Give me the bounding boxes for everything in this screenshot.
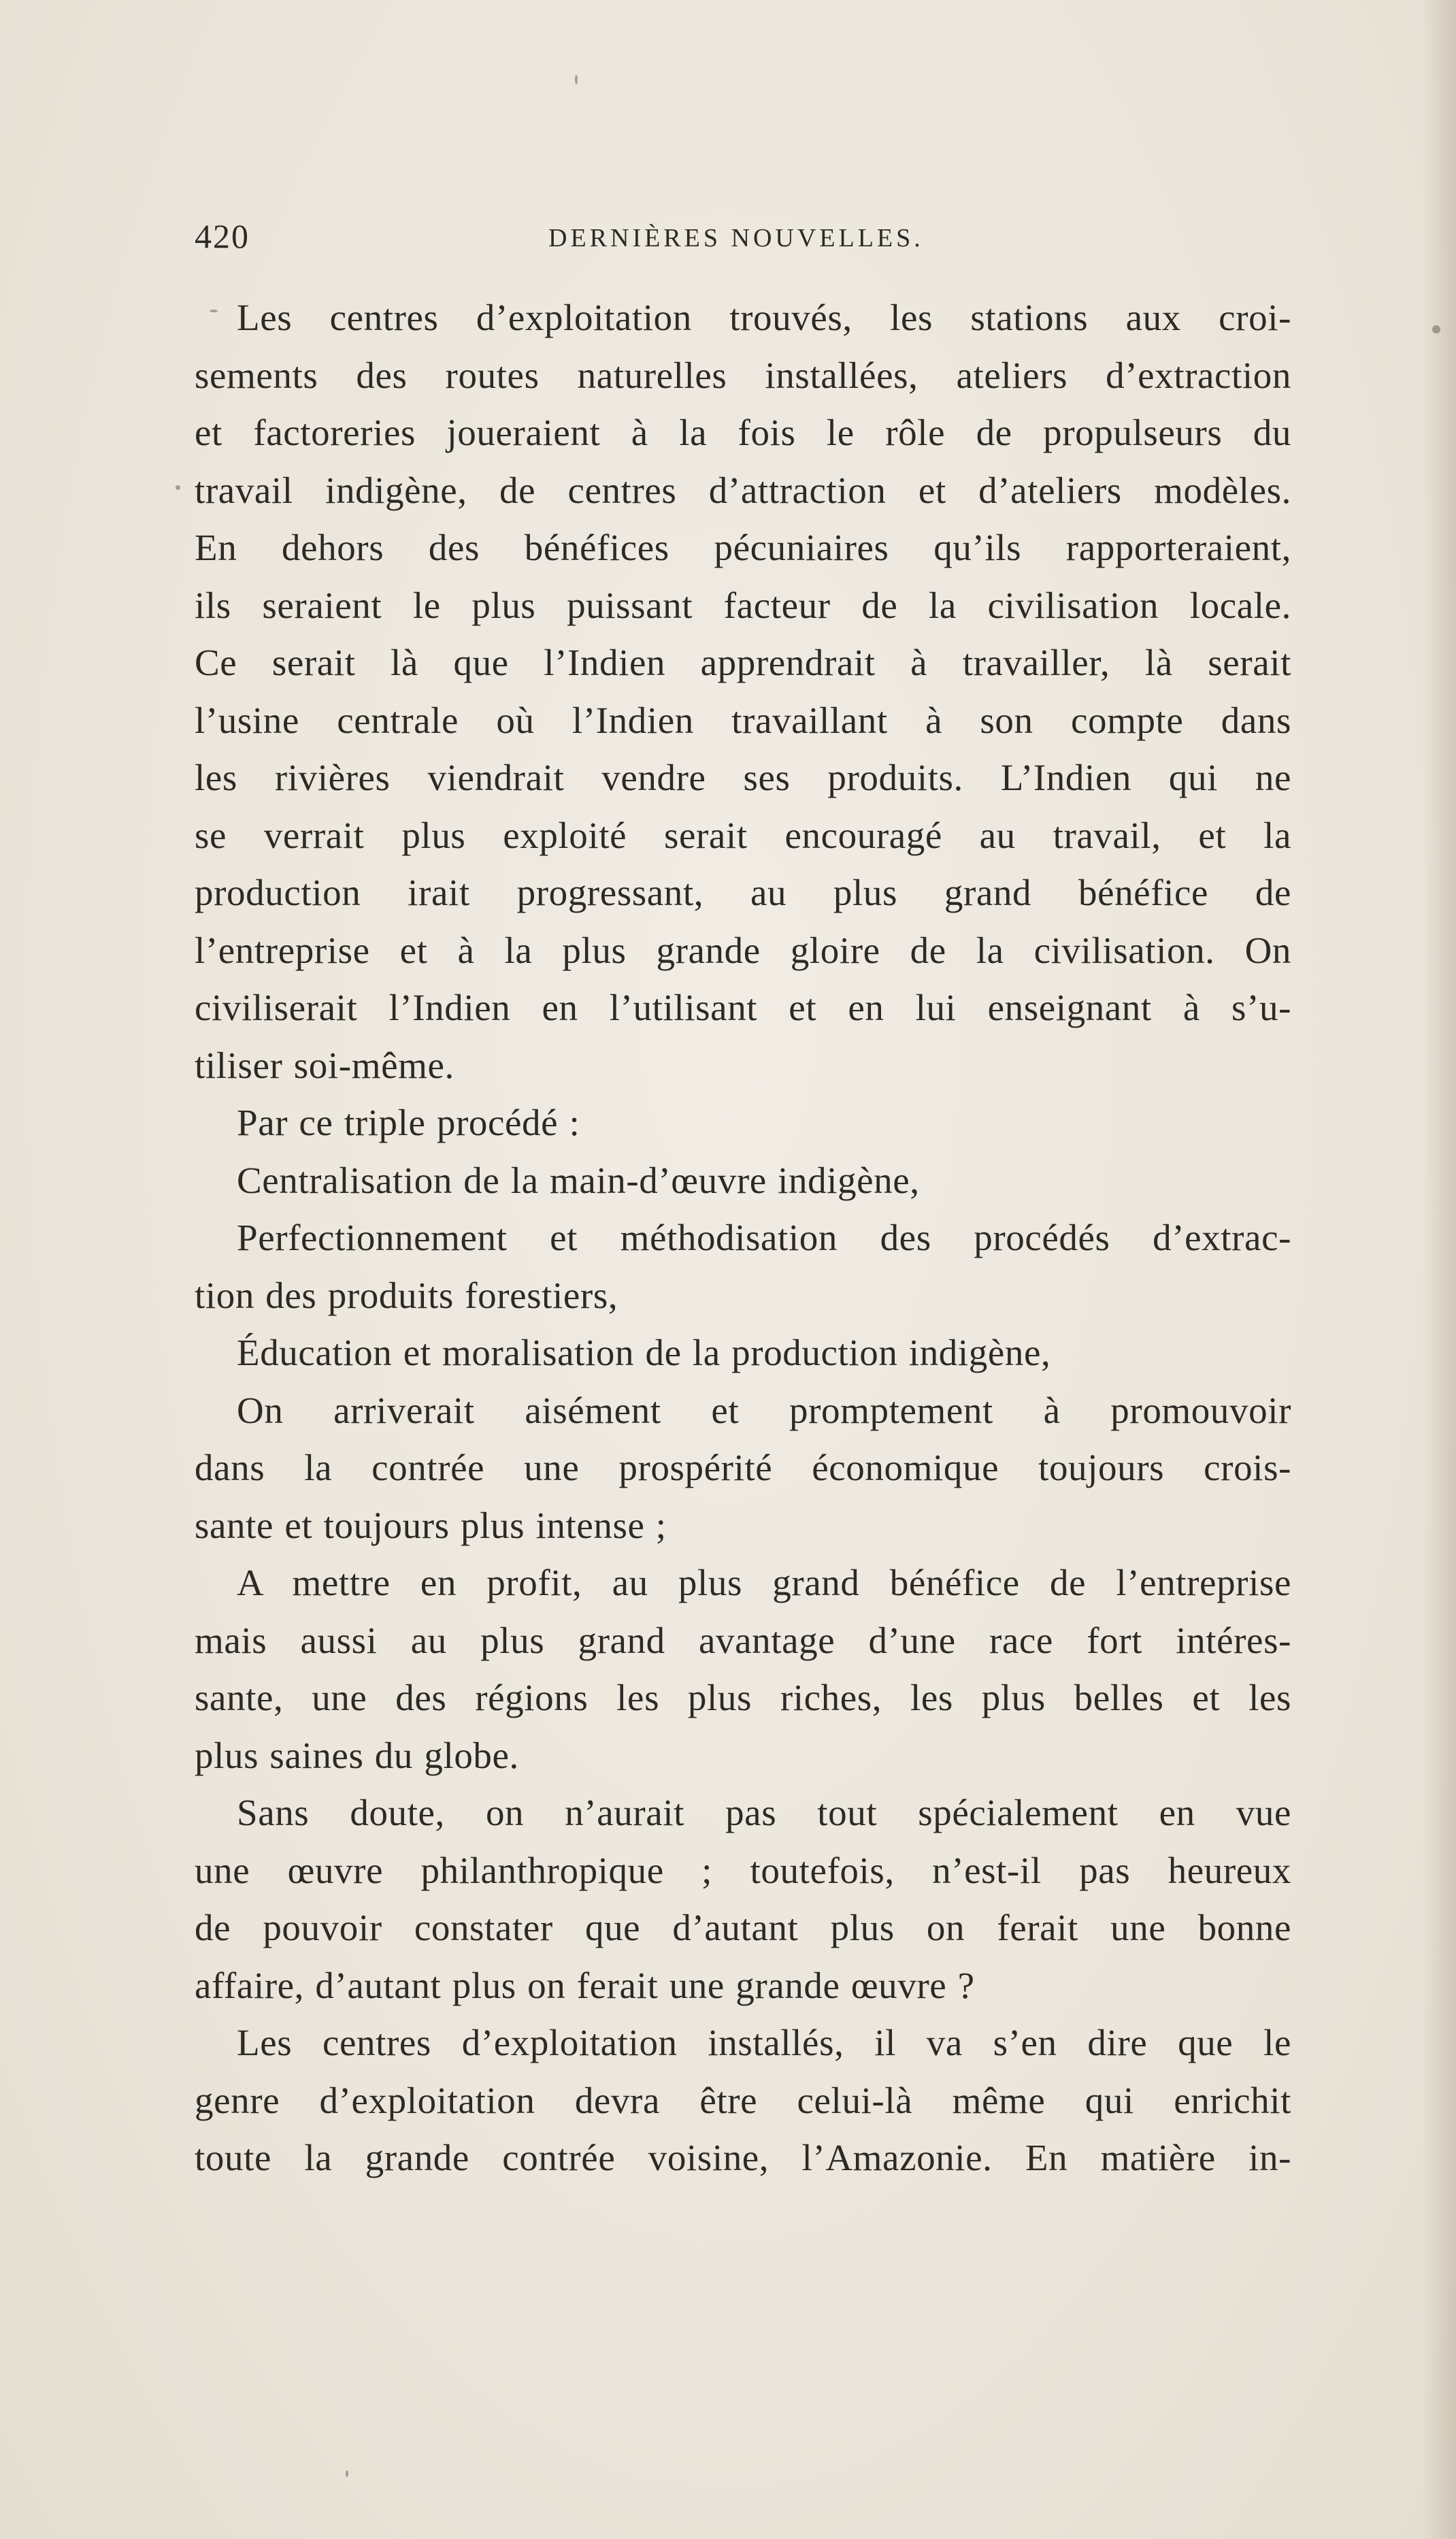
text-line: l’entreprise et à la plus grande gloire de la civilisation. On bbox=[195, 929, 1291, 971]
text-line: genre d’exploitation devra être celui-là même qui enrichit bbox=[195, 2079, 1291, 2121]
text-line: mais aussi au plus grand avantage d’une race fort intéres- bbox=[195, 1619, 1291, 1661]
text-line: se verrait plus exploité serait encouragé au travail, et la bbox=[195, 814, 1291, 856]
paper-speck bbox=[1432, 325, 1440, 333]
text-line: sante et toujours plus intense ; bbox=[195, 1504, 667, 1546]
page-header bbox=[195, 216, 1304, 257]
text-line: une œuvre philanthropique ; toutefois, n’est-il pas heureux bbox=[195, 1849, 1291, 1891]
text-line: sante, une des régions les plus riches, les plus belles et les bbox=[195, 1677, 1291, 1718]
text-line: production irait progressant, au plus grand bénéfice de bbox=[195, 872, 1291, 913]
text-line: Ce serait là que l’Indien apprendrait à travailler, là serait bbox=[195, 642, 1291, 683]
text-line: Les centres d’exploitation trouvés, les stations aux croi- bbox=[237, 297, 1291, 338]
paper-speck bbox=[176, 485, 180, 490]
text-line: Centralisation de la main-d’œuvre indigène, bbox=[237, 1159, 920, 1201]
text-line: affaire, d’autant plus on ferait une grande œuvre ? bbox=[195, 1964, 975, 2006]
text-line: plus saines du globe. bbox=[195, 1734, 519, 1776]
text-line: tion des produits forestiers, bbox=[195, 1274, 618, 1316]
text-line: Perfectionnement et méthodisation des procédés d’extrac- bbox=[237, 1217, 1291, 1258]
page-number: 420 bbox=[195, 217, 250, 255]
text-line: travail indigène, de centres d’attraction et d’ateliers modèles. bbox=[195, 469, 1291, 511]
text-line: tiliser soi-même. bbox=[195, 1044, 454, 1086]
body-text bbox=[195, 289, 1291, 2187]
text-line: de pouvoir constater que d’autant plus on ferait une bonne bbox=[195, 1907, 1291, 1948]
text-line: Sans doute, on n’aurait pas tout spécialement en vue bbox=[237, 1792, 1291, 1833]
text-line: ils seraient le plus puissant facteur de la civilisation locale. bbox=[195, 584, 1291, 626]
page-edge-shadow bbox=[1422, 0, 1456, 2539]
text-line: civiliserait l’Indien en l’utilisant et en lui enseignant à s’u- bbox=[195, 987, 1291, 1028]
text-line: les rivières viendrait vendre ses produits. L’Indien qui ne bbox=[195, 757, 1291, 798]
text-line: Les centres d’exploitation installés, il va s’en dire que le bbox=[237, 2022, 1291, 2063]
text-line: dans la contrée une prospérité économique toujours crois- bbox=[195, 1447, 1291, 1488]
paper-speck bbox=[575, 75, 578, 84]
text-line: l’usine centrale où l’Indien travaillant à son compte dans bbox=[195, 699, 1291, 741]
paper-speck bbox=[346, 2470, 348, 2477]
text-line: Éducation et moralisation de la production indigène, bbox=[237, 1332, 1051, 1373]
text-line: A mettre en profit, au plus grand bénéfice de l’entreprise bbox=[237, 1562, 1291, 1603]
text-line: On arriverait aisément et promptement à promouvoir bbox=[237, 1389, 1291, 1431]
text-line: sements des routes naturelles installées, ateliers d’extraction bbox=[195, 354, 1291, 396]
running-title: DERNIÈRES NOUVELLES. bbox=[548, 224, 924, 252]
text-line: toute la grande contrée voisine, l’Amazonie. En matière in- bbox=[195, 2137, 1291, 2178]
text-line: En dehors des bénéfices pécuniaires qu’ils rapporteraient, bbox=[195, 527, 1291, 568]
text-line: et factoreries joueraient à la fois le rôle de propulseurs du bbox=[195, 412, 1291, 453]
paper-speck bbox=[210, 310, 218, 312]
text-line: Par ce triple procédé : bbox=[237, 1102, 580, 1143]
